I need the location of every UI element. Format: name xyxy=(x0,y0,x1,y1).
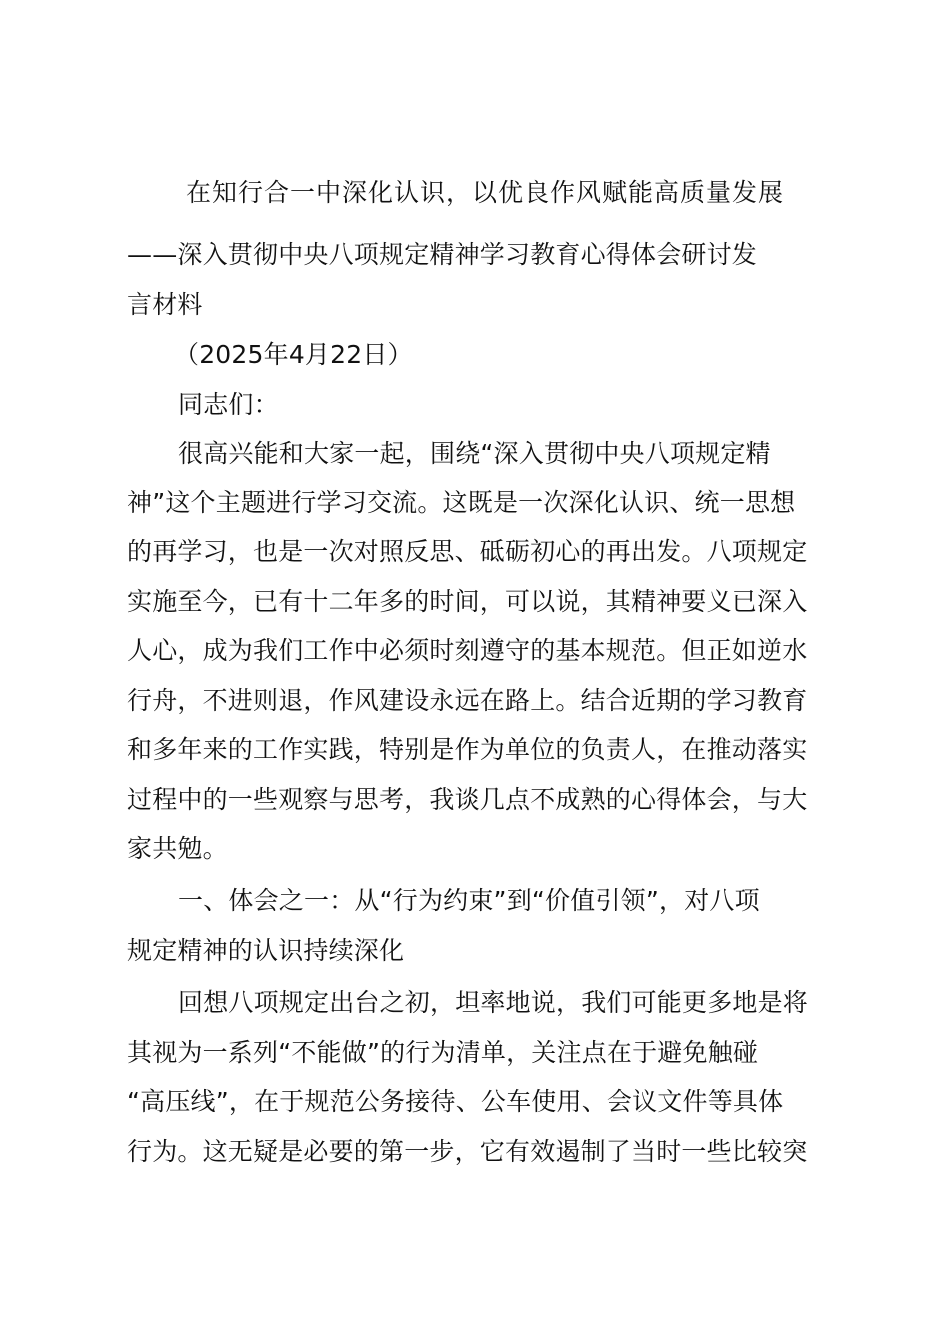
paragraph-line: 其视为一系列“不能做”的行为清单，关注点在于避免触碰 xyxy=(127,1038,759,1067)
document-date: （2025年4月22日） xyxy=(174,340,413,369)
paragraph-line: 神”这个主题进行学习交流。这既是一次深化认识、统一思想 xyxy=(127,488,796,517)
section-heading-line: 一、体会之一：从“行为约束”到“价值引领”，对八项 xyxy=(178,886,760,915)
document-title: 在知行合一中深化认识，以优良作风赋能高质量发展 xyxy=(186,178,785,207)
paragraph-line: 行舟，不进则退，作风建设永远在路上。结合近期的学习教育 xyxy=(127,686,808,715)
document-subtitle-line-1: ——深入贯彻中央八项规定精神学习教育心得体会研讨发 xyxy=(127,240,758,269)
paragraph-line: 过程中的一些观察与思考，我谈几点不成熟的心得体会，与大 xyxy=(127,785,808,814)
greeting: 同志们： xyxy=(178,390,279,419)
paragraph-line: 人心，成为我们工作中必须时刻遵守的基本规范。但正如逆水 xyxy=(127,636,808,665)
paragraph-line: 行为。这无疑是必要的第一步，它有效遏制了当时一些比较突 xyxy=(127,1137,808,1166)
paragraph-line: 回想八项规定出台之初，坦率地说，我们可能更多地是将 xyxy=(178,988,809,1017)
paragraph-line: “高压线”，在于规范公务接待、公车使用、会议文件等具体 xyxy=(127,1087,784,1116)
section-heading-line: 规定精神的认识持续深化 xyxy=(127,936,405,965)
paragraph-line: 的再学习，也是一次对照反思、砥砺初心的再出发。八项规定 xyxy=(127,537,808,566)
document-subtitle-line-2: 言材料 xyxy=(127,290,203,319)
paragraph-line: 很高兴能和大家一起，围绕“深入贯彻中央八项规定精 xyxy=(178,439,771,468)
paragraph-line: 实施至今，已有十二年多的时间，可以说，其精神要义已深入 xyxy=(127,587,808,616)
paragraph-line: 和多年来的工作实践，特别是作为单位的负责人，在推动落实 xyxy=(127,735,808,764)
paragraph-line: 家共勉。 xyxy=(127,834,228,863)
